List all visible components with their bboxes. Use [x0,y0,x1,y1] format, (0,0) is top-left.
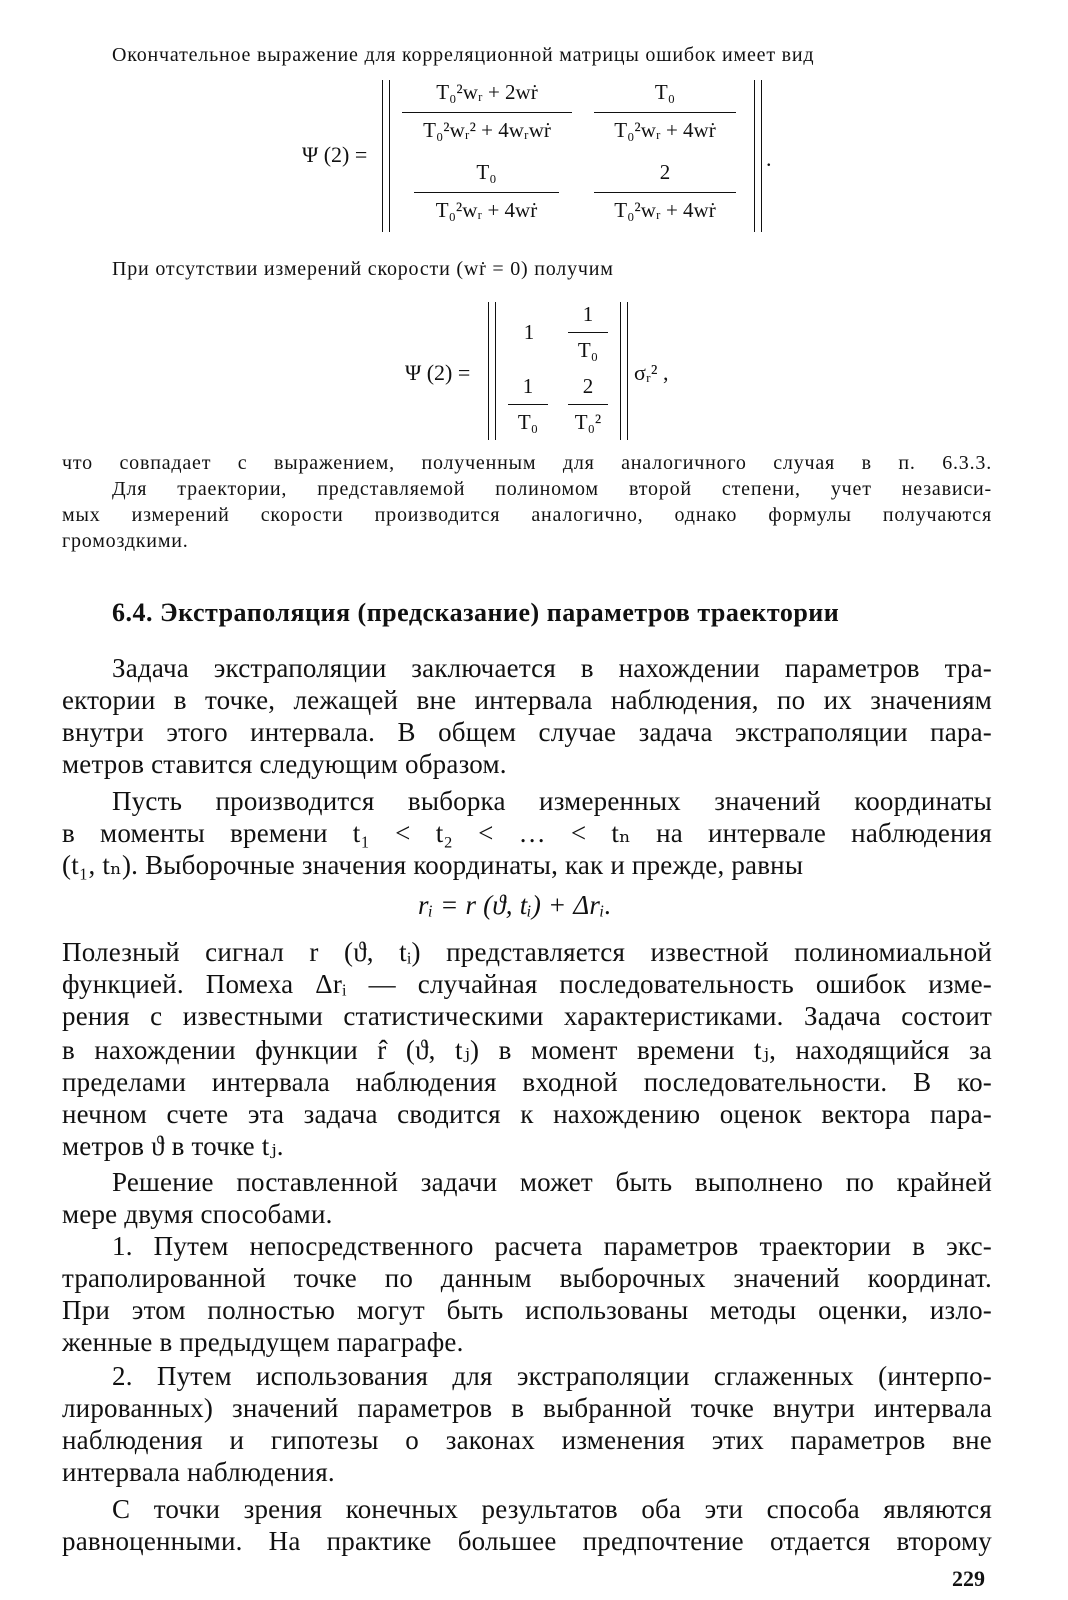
matrix2-cell-21: 1 T₀ [508,374,548,440]
matrix1-cell-11: T₀²wᵣ + 2wṙ T₀²wᵣ² + 4wᵣwṙ [402,80,572,150]
matrix2-suffix: σᵣ² , [634,360,669,385]
para-line: нечном счете эта задача сводится к нахождению оценок вектора пара- [62,1099,992,1129]
para-line: функцией. Помеха Δrᵢ — случайная последовательность ошибок изме- [62,969,992,999]
equation: rᵢ = r (ϑ, tᵢ) + Δrᵢ. [418,890,612,920]
small-para-line: Для траектории, представляемой полиномом второй степени, учет независи- [112,478,992,500]
para-line: внутри этого интервала. В общем случае задача экстраполяции пара- [62,717,992,747]
matrix2-cell-22: 2 T₀² [568,374,608,440]
para-line: Полезный сигнал r (ϑ, tᵢ) представляется известной полиномиальной [62,937,992,967]
matrix2-left-bar [488,302,496,440]
small-para-line: что совпадает с выражением, полученным для аналогичного случая в п. 6.3.3. [62,452,992,474]
para-line: 1. Путем непосредственного расчета параметров траектории в экс- [112,1231,992,1261]
small-para-line: мых измерений скорости производится аналогично, однако формулы получаются [62,504,992,526]
section-heading: 6.4. Экстраполяция (предсказание) параметров траектории [112,598,840,627]
para-line: метров ставится следующим образом. [62,749,507,779]
no-speed-line: При отсутствии измерений скорости (wṙ = 0) получим [112,258,614,280]
para-line: Решение поставленной задачи может быть выполнено по крайней [112,1167,992,1197]
para-line: лированных) значений параметров в выбранной точке внутри интервала [62,1393,992,1423]
para-line: пределами интервала наблюдения входной последовательности. В ко- [62,1067,992,1097]
para-line: 2. Путем использования для экстраполяции сглаженных (интерпо- [112,1361,992,1391]
matrix2-right-bar [620,302,628,440]
matrix1-cell-22: 2 T₀²wᵣ + 4wṙ [594,160,736,230]
matrix1-lhs: Ψ (2) = [302,142,368,167]
matrix1-trailing: . [766,146,772,171]
para-line: женные в предыдущем параграфе. [62,1327,464,1357]
para-line: С точки зрения конечных результатов оба эти способа являются [112,1494,992,1524]
para-line: в моменты времени t₁ < t₂ < … < tₙ на интервале наблюдения [62,818,992,848]
matrix1 [382,80,762,232]
matrix1-cell-12: T₀ T₀²wᵣ + 4wṙ [594,80,736,150]
small-para-line: громоздкими. [62,530,189,552]
para-line: метров ϑ в точке tⱼ. [62,1131,284,1161]
matrix1-left-bar [382,80,390,232]
para-line: в нахождении функции r̂ (ϑ, tⱼ) в момент времени tⱼ, находящийся за [62,1035,992,1065]
para-line: (t₁, tₙ). Выборочные значения координаты, как и прежде, равны [62,850,804,880]
para-line: мере двумя способами. [62,1199,333,1229]
matrix2 [488,302,628,440]
matrix2-cell-12: 1 T₀ [568,302,608,368]
matrix2-cell-11: 1 [523,320,535,344]
intro-line: Окончательное выражение для корреляционной матрицы ошибок имеет вид [112,44,815,66]
para-line: Задача экстраполяции заключается в нахождении параметров тра- [112,653,992,683]
matrix2-lhs: Ψ (2) = [405,360,471,385]
matrix1-right-bar [754,80,762,232]
matrix1-cell-21: T₀ T₀²wᵣ + 4wṙ [414,160,559,230]
page-number: 229 [952,1566,985,1591]
para-line: интервала наблюдения. [62,1457,335,1487]
para-line: При этом полностью могут быть использованы методы оценки, изло- [62,1295,992,1325]
para-line: наблюдения и гипотезы о законах изменения этих параметров вне [62,1425,992,1455]
para-line: Пусть производится выборка измеренных значений координаты [112,786,992,816]
para-line: равноценными. На практике большее предпочтение отдается второму [62,1526,992,1556]
para-line: траполированной точке по данным выборочных значений координат. [62,1263,992,1293]
para-line: рения с известными статистическими характеристиками. Задача состоит [62,1001,992,1031]
para-line: ектории в точке, лежащей вне интервала наблюдения, по их значениям [62,685,992,715]
